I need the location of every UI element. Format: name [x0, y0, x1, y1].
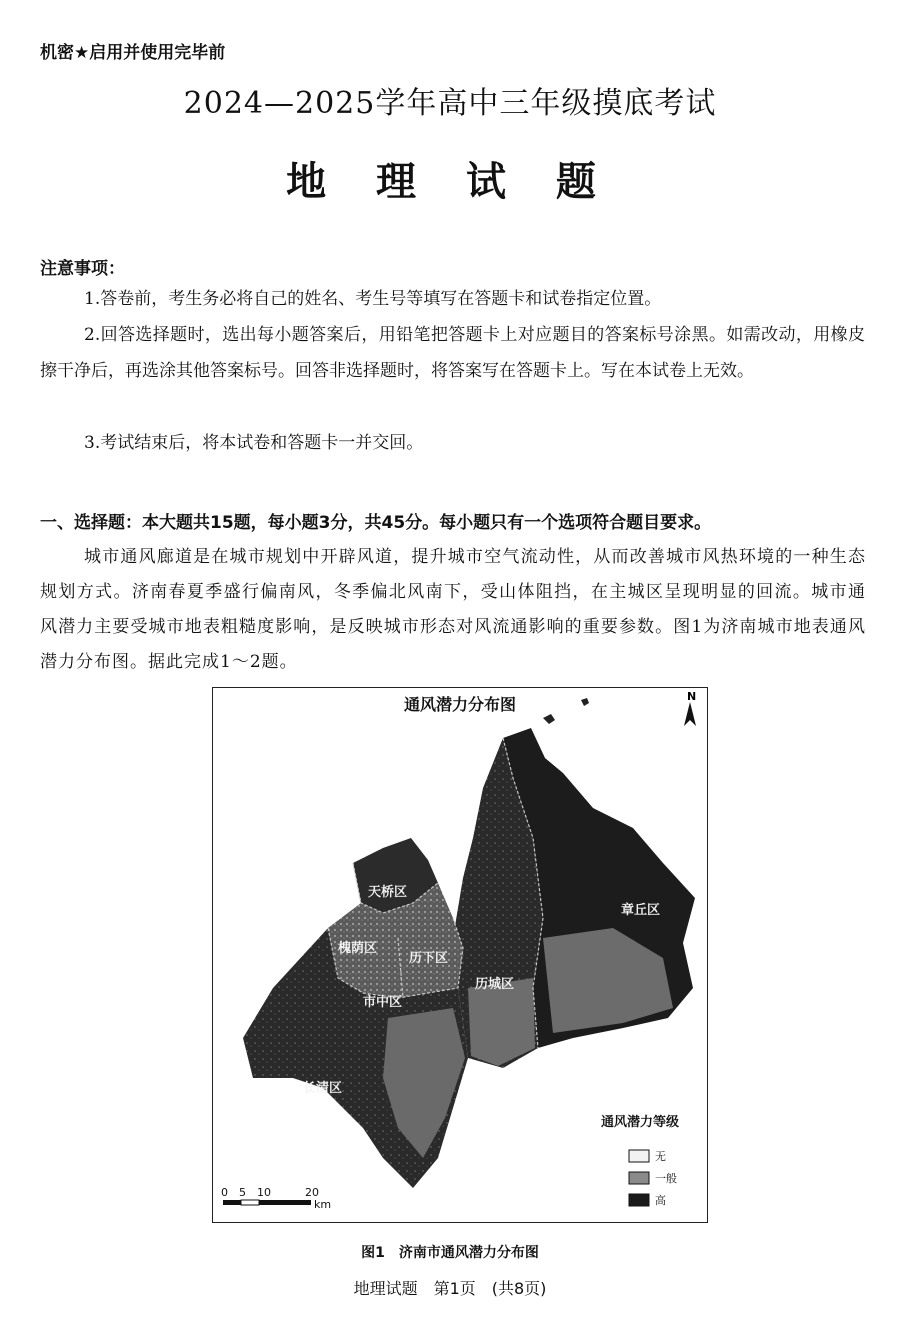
notice-item-3: 3.考试结束后，将本试卷和答题卡一并交回。: [84, 433, 424, 453]
legend-title: 通风潜力等级: [601, 1115, 680, 1130]
legend-swatch-none: [629, 1150, 649, 1162]
legend-label-high: 高: [655, 1194, 666, 1207]
legend-label-medium: 一般: [655, 1172, 677, 1185]
scale-tick-20: 20: [305, 1186, 319, 1199]
scale-tick-10: 10: [257, 1186, 271, 1199]
map-canvas: [213, 688, 707, 1222]
legend: [601, 1114, 679, 1207]
north-label: N: [687, 690, 697, 703]
district-label-lixia: 历下区: [409, 951, 449, 966]
district-label-zhangqiu: 章丘区: [621, 903, 661, 918]
scale-tick-5: 5: [239, 1186, 246, 1199]
figure-caption: 图1 济南市通风潜力分布图: [361, 1245, 539, 1261]
scale-bar: [221, 1186, 331, 1211]
north-arrow-icon: [684, 702, 696, 726]
notice-item-1: 1.答卷前，考生务必将自己的姓名、考生号等填写在答题卡和试卷指定位置。: [84, 289, 662, 309]
notice-item-2: 2.回答选择题时，选出每小题答案后，用铅笔把答题卡上对应题目的答案标号涂黑。如需改动，用橡皮擦干净后，再选涂其他答案标号。回答非选择题时，将答案写在答题卡上。写在本试卷上无效。: [40, 325, 865, 381]
district-label-licheng: 历城区: [475, 977, 515, 992]
question-passage: 城市通风廊道是在城市规划中开辟风道，提升城市空气流动性，从而改善城市风热环境的一种生态规划方式。济南春夏季盛行偏南风，冬季偏北风南下，受山体阻挡，在主城区呈现明显的回流。城市通风潜力主要受城市地表粗糙度影响，是反映城市形态对风流通影响的重要参数。图1为济南城市地表通风潜力分布图。据此完成1～2题。: [40, 547, 866, 672]
district-label-tianqiao: 天桥区: [368, 885, 408, 900]
district-label-changqing: 长清区: [303, 1081, 343, 1096]
map-title: 通风潜力分布图: [403, 695, 516, 714]
page-footer: 地理试题 第1页 (共8页): [353, 1279, 547, 1298]
section-heading: 一、选择题：本大题共15题，每小题3分，共45分。每小题只有一个选项符合题目要求。: [40, 513, 712, 533]
legend-label-none: 无: [655, 1150, 666, 1163]
legend-swatch-medium: [629, 1172, 649, 1184]
map-fragment: [543, 714, 555, 724]
confidential-label: 机密★启用并使用完毕前: [40, 43, 226, 63]
subject-title: 地 理 试 题: [286, 158, 614, 205]
ventilation-map-figure: [212, 687, 708, 1223]
scale-unit: km: [314, 1198, 332, 1211]
exam-title: 2024—2025学年高中三年级摸底考试: [183, 86, 717, 121]
district-label-shizhong: 市中区: [363, 995, 403, 1010]
scale-tick-0: 0: [221, 1186, 228, 1199]
district-label-huaiyin: 槐荫区: [338, 941, 378, 956]
legend-swatch-high: [629, 1194, 649, 1206]
notice-heading: 注意事项：: [40, 259, 125, 279]
map-fragment: [581, 698, 589, 706]
